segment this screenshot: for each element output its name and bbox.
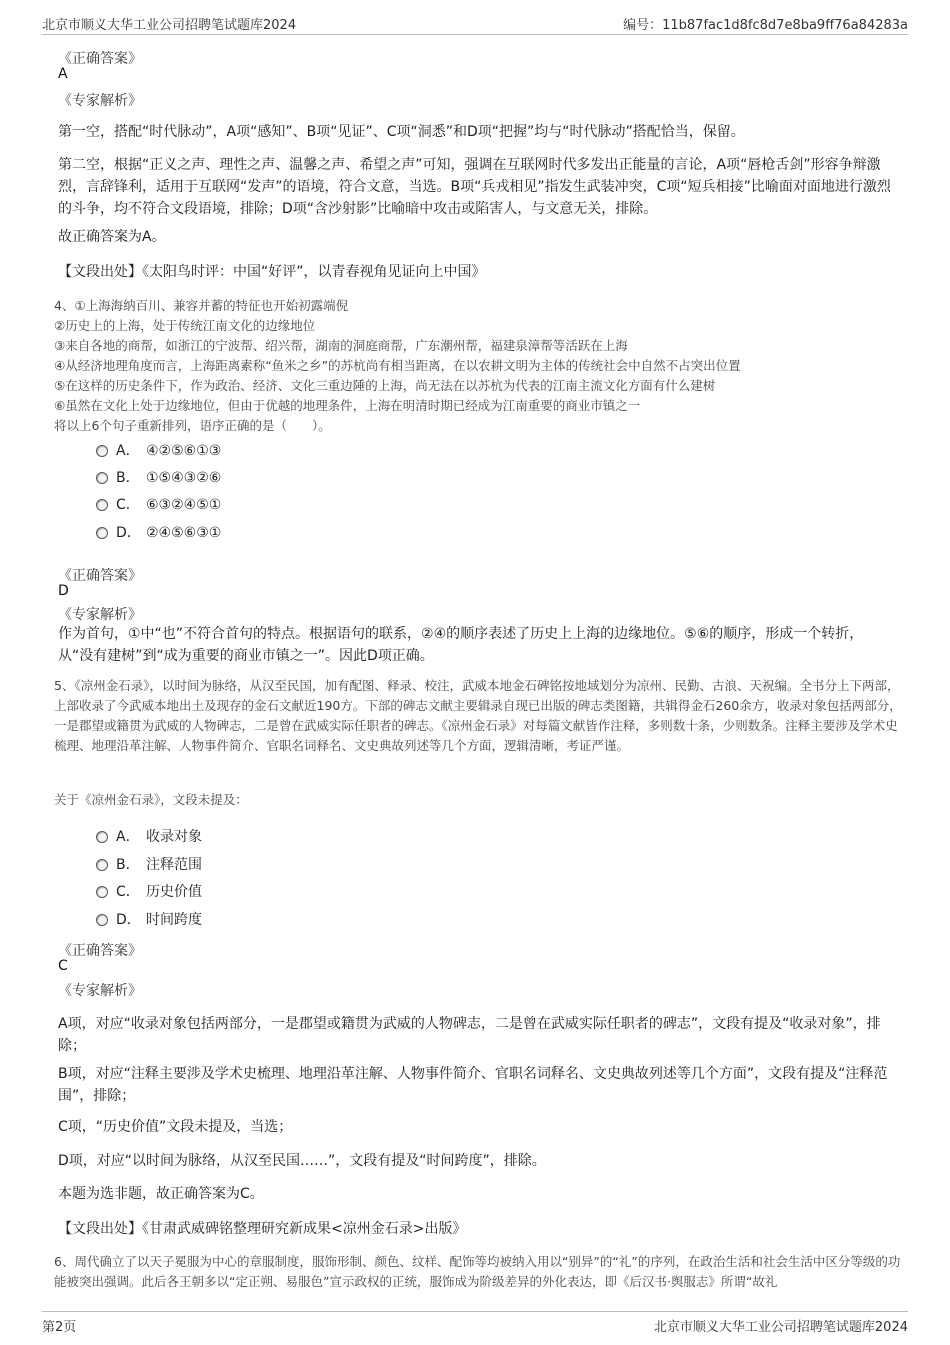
option-letter: A． [116,443,140,459]
option-letter: B． [116,857,140,873]
correct-answer-value: A [58,66,68,82]
answer-option-d[interactable] [96,522,221,542]
correct-answer-value: D [58,583,69,599]
analysis-paragraph: A项，对应“收录对象包括两部分，一是郡望或籍贯为武威的人物碑志，二是曾在武威实际任职者的碑志”，文段有提及“收录对象”，排除； [58,1016,881,1054]
option-letter: C． [116,497,140,513]
analysis-paragraph: C项，“历史价值”文段未提及，当选； [58,1119,293,1135]
question-stem-line: ⑤在这样的历史条件下，作为政治、经济、文化三重边陲的上海，尚无法在以苏杭为代表的江南主流文化方面有什么建树 [54,378,716,393]
radio-icon[interactable] [96,859,108,871]
document-id: 编号：11b87fac1d8fc8d7e8ba9ff76a84283a [623,18,908,33]
option-letter: A． [116,829,140,845]
correct-answer-label: 《正确答案》 [58,943,142,959]
radio-icon[interactable] [96,886,108,898]
question-stem-line: ⑥虽然在文化上处于边缘地位，但由于优越的地理条件，上海在明清时期已经成为江南重要的商业市镇之一 [54,398,641,413]
passage-source: 【文段出处】《甘肃武威碑铭整理研究新成果<凉州金石录>出版》 [58,1221,467,1237]
radio-icon[interactable] [96,831,108,843]
correct-answer-label: 《正确答案》 [58,568,142,584]
answer-option-a[interactable] [96,826,202,846]
option-letter: D． [116,525,141,541]
question-stem-line: 4、①上海海纳百川、兼容并蓄的特征也开始初露端倪 [54,298,349,313]
question-prompt: 关于《凉州金石录》，文段未提及： [54,792,248,807]
expert-analysis-label: 《专家解析》 [58,983,142,999]
radio-icon[interactable] [96,445,108,457]
radio-icon[interactable] [96,499,108,511]
analysis-paragraph: 作为首句，①中“也”不符合首句的特点。根据语句的联系，②④的顺序表述了历史上上海的边缘地位。⑤⑥的顺序，形成一个转折，从“没有建树”到“成为重要的商业市镇之一”。因此D项正确。 [58,626,864,664]
question-stem-line: ②历史上的上海，处于传统江南文化的边缘地位 [54,318,316,333]
page-footer [42,1311,908,1334]
page-number: 第2页 [42,1320,77,1335]
option-text: ④②⑤⑥①③ [146,443,222,459]
option-letter: C． [116,884,140,900]
option-text: ②④⑤⑥③① [146,525,222,541]
question-stem: 5、《凉州金石录》，以时间为脉络，从汉至民国，加有配图、释录、校注，武威本地金石碑铭按地域划分为凉州、民勤、古浪、天祝编。全书分上下两部，上部收录了今武威本地出土及现存的金石文献近190方。下部的碑志文献主要辑录自现已出版的碑志类图籍，共辑得金石260余方，收录对象包括两部分，一是郡望或籍贯为武威的人物碑志，二是曾在武威实际任职者的碑志。《凉州金石录》对每篇文献皆作注释，多则数十条，少则数条。注释主要涉及学术史梳理、地理沿革注解、人物事件简介、官职名词释名、文史典故列述等几个方面，逻辑清晰，考证严谨。 [54,678,902,753]
expert-analysis-label: 《专家解析》 [58,607,142,623]
expert-analysis-label: 《专家解析》 [58,93,142,109]
answer-option-a[interactable] [96,440,221,460]
radio-icon[interactable] [96,527,108,539]
option-text: ⑥③②④⑤① [146,497,222,513]
option-text: 时间跨度 [146,912,202,928]
correct-answer-value: C [58,958,68,974]
option-text: 注释范围 [146,857,202,873]
answer-option-b[interactable] [96,467,221,487]
question-stem-line: ④从经济地理角度而言，上海距离素称“鱼米之乡”的苏杭尚有相当距离，在以农耕文明为主体的传统社会中自然不占突出位置 [54,358,741,373]
question-stem-line: ③来自各地的商帮，如浙江的宁波帮、绍兴帮，湖南的洞庭商帮，广东潮州帮，福建泉漳帮等活跃在上海 [54,338,628,353]
option-text: 历史价值 [146,884,202,900]
answer-option-d[interactable] [96,909,202,929]
analysis-paragraph: D项，对应“以时间为脉络，从汉至民国……”，文段有提及“时间跨度”，排除。 [58,1153,546,1169]
header-title: 北京市顺义大华工业公司招聘笔试题库2024 [42,18,297,33]
question-stem: 6、周代确立了以天子冕服为中心的章服制度，服饰形制、颜色、纹样、配饰等均被纳入用以“别异”的“礼”的序列，在政治生活和社会生活中区分等级的功能被突出强调。此后各王朝多以“定正朔、易服色”宣示政权的正统，服饰成为阶级差异的外化表达，即《后汉书·舆服志》所谓“故礼 [54,1254,901,1289]
question-prompt: 将以上6个句子重新排列，语序正确的是（ ）。 [54,418,331,433]
radio-icon[interactable] [96,914,108,926]
correct-answer-label: 《正确答案》 [58,51,142,67]
analysis-paragraph: B项，对应“注释主要涉及学术史梳理、地理沿革注解、人物事件简介、官职名词释名、文史典故列述等几个方面”，文段有提及“注释范围”，排除； [58,1066,888,1104]
page-header [42,12,908,35]
footer-title: 北京市顺义大华工业公司招聘笔试题库2024 [653,1320,908,1335]
option-text: ①⑤④③②⑥ [146,470,222,486]
answer-option-b[interactable] [96,854,202,874]
analysis-paragraph: 本题为选非题，故正确答案为C。 [58,1186,264,1202]
option-letter: D． [116,912,141,928]
option-text: 收录对象 [146,829,202,845]
option-letter: B． [116,470,140,486]
analysis-paragraph: 故正确答案为A。 [58,229,166,245]
radio-icon[interactable] [96,472,108,484]
passage-source: 【文段出处】《太阳鸟时评：中国“好评”，以青春视角见证向上中国》 [58,264,486,280]
analysis-paragraph: 第一空，搭配“时代脉动”，A项“感知”、B项“见证”、C项“洞悉”和D项“把握”均与“时代脉动”搭配恰当，保留。 [58,124,745,140]
answer-option-c[interactable] [96,494,221,514]
answer-option-c[interactable] [96,881,202,901]
analysis-paragraph: 第二空，根据“正义之声、理性之声、温馨之声、希望之声”可知，强调在互联网时代多发出正能量的言论，A项“唇枪舌剑”形容争辩激烈，言辞锋利，适用于互联网“发声”的语境，符合文意，当选。B项“兵戎相见”指发生武装冲突，C项“短兵相接”比喻面对面地进行激烈的斗争，均不符合文段语境，排除；D项“含沙射影”比喻暗中攻击或陷害人，与文意无关，排除。 [58,157,891,217]
